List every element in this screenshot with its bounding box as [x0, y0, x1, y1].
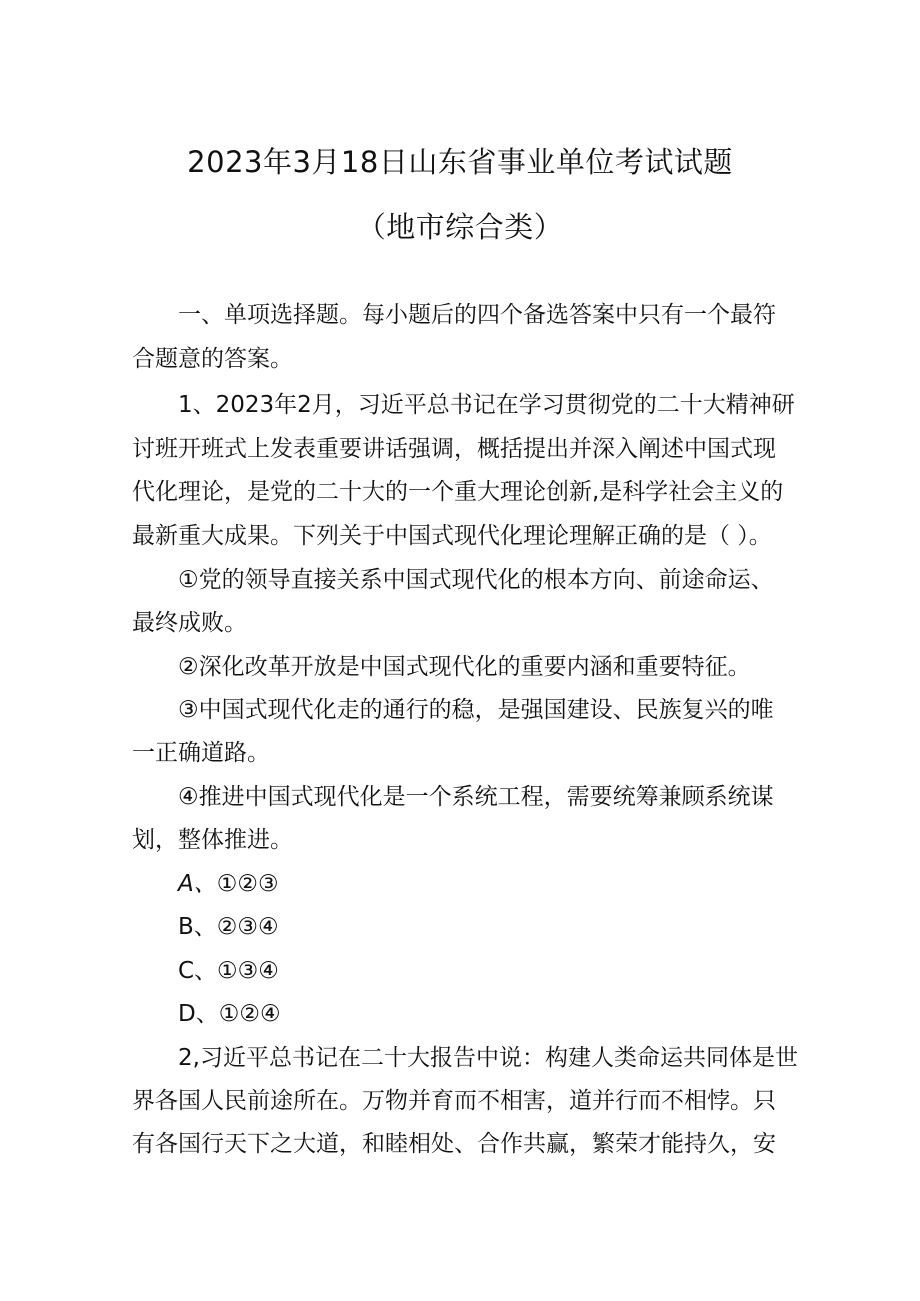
- section-heading-line: 合题意的答案。: [132, 346, 293, 372]
- option-a: A、①②③: [178, 871, 279, 897]
- question-2-stem-line: 有各国行天下之大道，和睦相处、合作共赢，繁荣才能持久，安: [132, 1131, 776, 1157]
- document-title: 2023年3月18日山东省事业单位考试试题: [187, 145, 733, 179]
- question-1-stem-line: 1、2023年2月，习近平总书记在学习贯彻党的二十大精神研: [178, 392, 795, 418]
- question-1-stem-line: 最新重大成果。下列关于中国式现代化理论理解正确的是（ ）。: [132, 523, 772, 549]
- question-1-statement-1: ①党的领导直接关系中国式现代化的根本方向、前途命运、: [178, 567, 774, 593]
- question-1-statement-2: ②深化改革开放是中国式现代化的重要内涵和重要特征。: [178, 654, 751, 680]
- question-1-statement-4: ④推进中国式现代化是一个系统工程，需要统筹兼顾系统谋: [178, 784, 774, 810]
- option-d: D、①②④: [178, 1001, 281, 1027]
- question-2-stem-line: 2,习近平总书记在二十大报告中说：构建人类命运共同体是世: [178, 1045, 798, 1071]
- question-1-statement-4: 划，整体推进。: [132, 827, 293, 853]
- question-2-stem-line: 界各国人民前途所在。万物并育而不相害，道并行而不相悖。只: [132, 1088, 776, 1114]
- section-heading-line: 一、单项选择题。每小题后的四个备选答案中只有一个最符: [178, 302, 776, 328]
- question-1-statement-3: ③中国式现代化走的通行的稳，是强国建设、民族复兴的唯: [178, 697, 774, 723]
- document-subtitle: （地市综合类）: [356, 210, 564, 244]
- question-1-stem-line: 代化理论，是党的二十大的一个重大理论创新,是科学社会主义的: [132, 479, 784, 505]
- option-b: B、②③④: [178, 914, 279, 940]
- question-1-stem-line: 讨班开班式上发表重要讲话强调，概括提出并深入阐述中国式现: [132, 436, 776, 462]
- question-1-statement-1: 最终成败。: [132, 610, 247, 636]
- option-c: C、①③④: [178, 958, 279, 984]
- question-1-statement-3: 一正确道路。: [132, 740, 270, 766]
